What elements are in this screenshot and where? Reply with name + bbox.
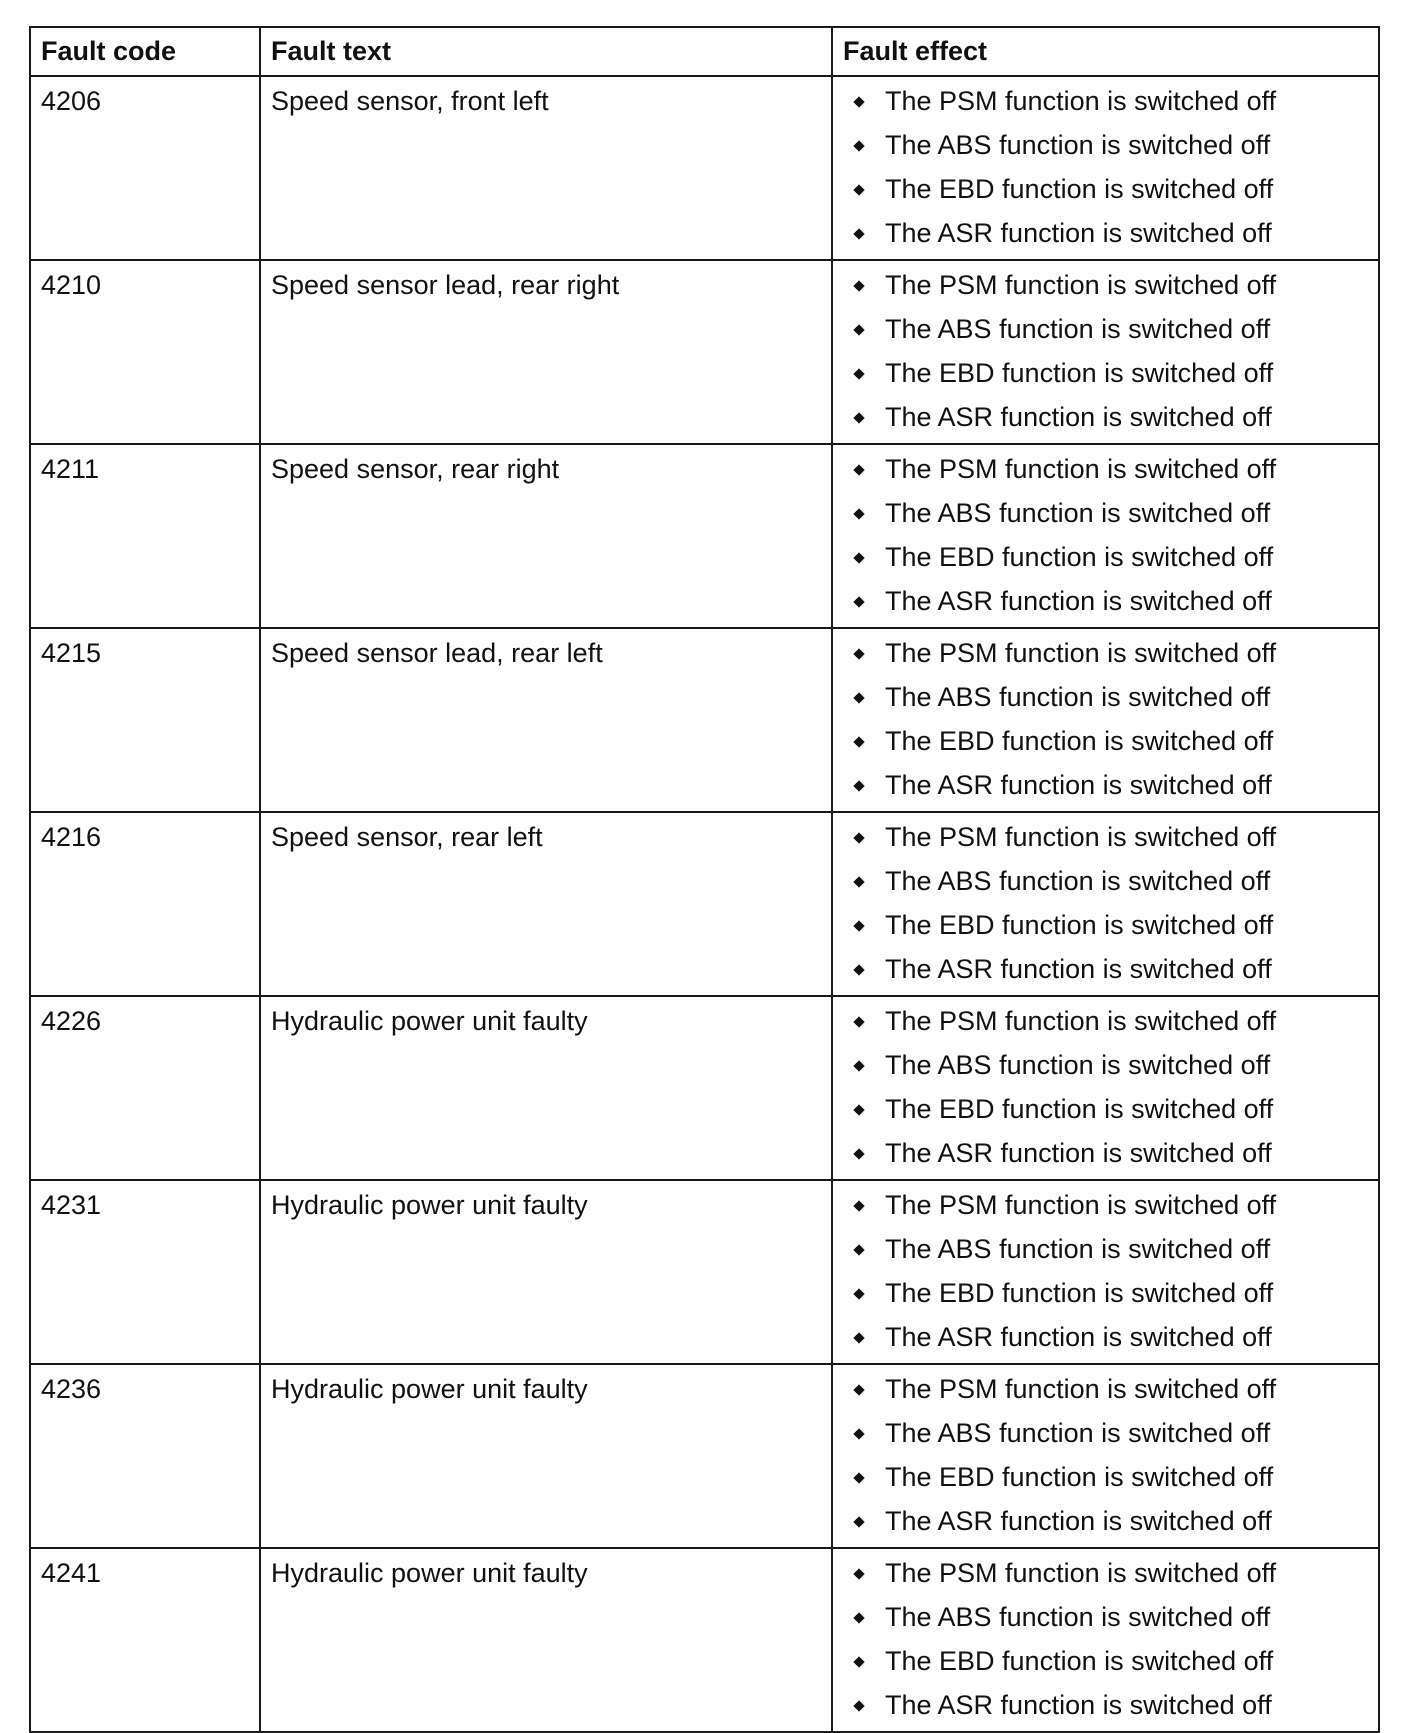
fault-effect-text: The EBD function is switched off <box>885 910 1274 940</box>
fault-effect-text: The ASR function is switched off <box>885 1506 1272 1536</box>
header-fault-code: Fault code <box>30 27 260 76</box>
table-row <box>30 628 1379 812</box>
fault-effect-cell <box>832 76 1379 260</box>
diamond-bullet-icon <box>853 780 864 791</box>
fault-effect-item <box>843 951 1368 995</box>
fault-effect-text: The PSM function is switched off <box>885 1190 1277 1220</box>
fault-effect-item <box>843 399 1368 443</box>
fault-code: 4216 <box>41 822 102 852</box>
fault-effect-list <box>843 261 1368 443</box>
table-row <box>30 76 1379 260</box>
diamond-bullet-icon <box>853 412 864 423</box>
table-body <box>30 76 1379 1732</box>
diamond-bullet-icon <box>853 1332 864 1343</box>
fault-effect-item <box>843 679 1368 723</box>
fault-effect-item <box>843 635 1368 679</box>
fault-effect-item <box>843 1319 1368 1363</box>
fault-effect-item <box>843 1459 1368 1503</box>
diamond-bullet-icon <box>853 1384 864 1395</box>
fault-effect-item <box>843 1371 1368 1415</box>
fault-effect-item <box>843 171 1368 215</box>
fault-effect-item <box>843 127 1368 171</box>
fault-text: Hydraulic power unit faulty <box>271 1374 588 1404</box>
fault-text: Hydraulic power unit faulty <box>271 1558 588 1588</box>
table-row <box>30 1364 1379 1548</box>
fault-effect-text: The EBD function is switched off <box>885 1278 1274 1308</box>
fault-effect-text: The ABS function is switched off <box>885 1234 1271 1264</box>
fault-code: 4206 <box>41 86 102 116</box>
fault-effect-text: The PSM function is switched off <box>885 454 1277 484</box>
diamond-bullet-icon <box>853 1200 864 1211</box>
fault-code: 4236 <box>41 1374 102 1404</box>
fault-effect-cell <box>832 444 1379 628</box>
fault-text-cell <box>260 260 832 444</box>
fault-effect-cell <box>832 996 1379 1180</box>
fault-code: 4226 <box>41 1006 102 1036</box>
fault-effect-text: The ASR function is switched off <box>885 402 1272 432</box>
fault-text: Hydraulic power unit faulty <box>271 1006 588 1036</box>
fault-effect-text: The EBD function is switched off <box>885 358 1274 388</box>
fault-effect-item <box>843 1555 1368 1599</box>
diamond-bullet-icon <box>853 1244 864 1255</box>
diamond-bullet-icon <box>853 1104 864 1115</box>
fault-effect-cell <box>832 628 1379 812</box>
fault-code-cell <box>30 1548 260 1732</box>
fault-effect-text: The ABS function is switched off <box>885 1050 1271 1080</box>
fault-code-cell <box>30 1364 260 1548</box>
fault-effect-item <box>843 1135 1368 1179</box>
diamond-bullet-icon <box>853 1288 864 1299</box>
fault-code-cell <box>30 996 260 1180</box>
table-row <box>30 812 1379 996</box>
fault-effect-list <box>843 77 1368 259</box>
fault-effect-list <box>843 1365 1368 1547</box>
diamond-bullet-icon <box>853 1656 864 1667</box>
diamond-bullet-icon <box>853 464 864 475</box>
fault-effect-item <box>843 1687 1368 1731</box>
fault-text-cell <box>260 444 832 628</box>
fault-code-cell <box>30 812 260 996</box>
fault-text: Speed sensor, front left <box>271 86 549 116</box>
table-header-row <box>30 27 1379 76</box>
diamond-bullet-icon <box>853 228 864 239</box>
fault-text-cell <box>260 812 832 996</box>
fault-effect-item <box>843 767 1368 811</box>
diamond-bullet-icon <box>853 920 864 931</box>
fault-effect-text: The ABS function is switched off <box>885 866 1271 896</box>
fault-code-cell <box>30 628 260 812</box>
fault-effect-item <box>843 215 1368 259</box>
diamond-bullet-icon <box>853 508 864 519</box>
diamond-bullet-icon <box>853 736 864 747</box>
fault-effect-cell <box>832 812 1379 996</box>
diamond-bullet-icon <box>853 1016 864 1027</box>
fault-code: 4211 <box>41 454 100 484</box>
fault-effect-text: The ASR function is switched off <box>885 1322 1272 1352</box>
fault-effect-cell <box>832 1548 1379 1732</box>
diamond-bullet-icon <box>853 1428 864 1439</box>
diamond-bullet-icon <box>853 1472 864 1483</box>
table-row <box>30 260 1379 444</box>
diamond-bullet-icon <box>853 324 864 335</box>
fault-effect-text: The EBD function is switched off <box>885 1094 1274 1124</box>
fault-effect-list <box>843 813 1368 995</box>
fault-effect-list <box>843 1549 1368 1731</box>
diamond-bullet-icon <box>853 280 864 291</box>
fault-code-cell <box>30 444 260 628</box>
fault-effect-cell <box>832 1180 1379 1364</box>
fault-effect-item <box>843 1231 1368 1275</box>
diamond-bullet-icon <box>853 1516 864 1527</box>
fault-code-cell <box>30 1180 260 1364</box>
fault-code-cell <box>30 260 260 444</box>
header-fault-text: Fault text <box>260 27 832 76</box>
fault-code: 4241 <box>41 1558 102 1588</box>
fault-effect-cell <box>832 260 1379 444</box>
diamond-bullet-icon <box>853 1148 864 1159</box>
diamond-bullet-icon <box>853 1060 864 1071</box>
fault-effect-item <box>843 583 1368 627</box>
diamond-bullet-icon <box>853 1612 864 1623</box>
fault-text: Speed sensor lead, rear right <box>271 270 620 300</box>
fault-effect-text: The ASR function is switched off <box>885 954 1272 984</box>
fault-effect-text: The PSM function is switched off <box>885 638 1277 668</box>
fault-effect-text: The ASR function is switched off <box>885 218 1272 248</box>
fault-effect-list <box>843 629 1368 811</box>
fault-code: 4215 <box>41 638 102 668</box>
fault-effect-item <box>843 539 1368 583</box>
fault-effect-text: The PSM function is switched off <box>885 822 1277 852</box>
diamond-bullet-icon <box>853 648 864 659</box>
fault-effect-item <box>843 1047 1368 1091</box>
fault-code-table <box>29 26 1380 1733</box>
fault-text-cell <box>260 996 832 1180</box>
fault-text: Speed sensor, rear right <box>271 454 560 484</box>
fault-effect-text: The EBD function is switched off <box>885 1462 1274 1492</box>
fault-effect-item <box>843 355 1368 399</box>
fault-effect-text: The EBD function is switched off <box>885 174 1274 204</box>
diamond-bullet-icon <box>853 692 864 703</box>
fault-effect-text: The ABS function is switched off <box>885 314 1271 344</box>
fault-effect-text: The ASR function is switched off <box>885 770 1272 800</box>
fault-text-cell <box>260 1180 832 1364</box>
diamond-bullet-icon <box>853 96 864 107</box>
diamond-bullet-icon <box>853 184 864 195</box>
fault-text: Speed sensor, rear left <box>271 822 543 852</box>
fault-text: Hydraulic power unit faulty <box>271 1190 588 1220</box>
diamond-bullet-icon <box>853 1700 864 1711</box>
fault-effect-text: The PSM function is switched off <box>885 1374 1277 1404</box>
fault-effect-item <box>843 1415 1368 1459</box>
fault-effect-item <box>843 495 1368 539</box>
fault-effect-list <box>843 997 1368 1179</box>
fault-effect-text: The ASR function is switched off <box>885 1138 1272 1168</box>
fault-code: 4231 <box>41 1190 102 1220</box>
diamond-bullet-icon <box>853 596 864 607</box>
fault-code-cell <box>30 76 260 260</box>
diamond-bullet-icon <box>853 368 864 379</box>
fault-effect-text: The EBD function is switched off <box>885 1646 1274 1676</box>
fault-effect-text: The ASR function is switched off <box>885 1690 1272 1720</box>
fault-effect-item <box>843 83 1368 127</box>
diamond-bullet-icon <box>853 552 864 563</box>
fault-effect-list <box>843 1181 1368 1363</box>
fault-effect-text: The PSM function is switched off <box>885 1006 1277 1036</box>
fault-effect-item <box>843 451 1368 495</box>
fault-effect-text: The EBD function is switched off <box>885 542 1274 572</box>
fault-text-cell <box>260 628 832 812</box>
fault-effect-item <box>843 819 1368 863</box>
table-row <box>30 444 1379 628</box>
fault-effect-text: The ABS function is switched off <box>885 682 1271 712</box>
header-fault-effect: Fault effect <box>832 27 1379 76</box>
fault-effect-text: The PSM function is switched off <box>885 270 1277 300</box>
fault-text-cell <box>260 1548 832 1732</box>
fault-effect-item <box>843 1091 1368 1135</box>
fault-effect-item <box>843 267 1368 311</box>
fault-effect-item <box>843 907 1368 951</box>
fault-effect-item <box>843 1275 1368 1319</box>
fault-effect-text: The ASR function is switched off <box>885 586 1272 616</box>
table-row <box>30 1180 1379 1364</box>
diamond-bullet-icon <box>853 964 864 975</box>
fault-effect-cell <box>832 1364 1379 1548</box>
table-row <box>30 996 1379 1180</box>
table-row <box>30 1548 1379 1732</box>
fault-effect-item <box>843 1599 1368 1643</box>
fault-effect-text: The ABS function is switched off <box>885 1602 1271 1632</box>
fault-effect-list <box>843 445 1368 627</box>
fault-effect-text: The ABS function is switched off <box>885 498 1271 528</box>
fault-code: 4210 <box>41 270 102 300</box>
fault-effect-text: The PSM function is switched off <box>885 1558 1277 1588</box>
fault-effect-item <box>843 311 1368 355</box>
fault-effect-text: The EBD function is switched off <box>885 726 1274 756</box>
diamond-bullet-icon <box>853 140 864 151</box>
diamond-bullet-icon <box>853 832 864 843</box>
fault-effect-item <box>843 1503 1368 1547</box>
fault-effect-item <box>843 1003 1368 1047</box>
fault-effect-item <box>843 1187 1368 1231</box>
fault-effect-text: The ABS function is switched off <box>885 130 1271 160</box>
diamond-bullet-icon <box>853 876 864 887</box>
diamond-bullet-icon <box>853 1568 864 1579</box>
fault-effect-item <box>843 863 1368 907</box>
fault-effect-item <box>843 723 1368 767</box>
fault-effect-text: The PSM function is switched off <box>885 86 1277 116</box>
fault-text-cell <box>260 1364 832 1548</box>
fault-text-cell <box>260 76 832 260</box>
fault-effect-item <box>843 1643 1368 1687</box>
fault-text: Speed sensor lead, rear left <box>271 638 603 668</box>
fault-effect-text: The ABS function is switched off <box>885 1418 1271 1448</box>
